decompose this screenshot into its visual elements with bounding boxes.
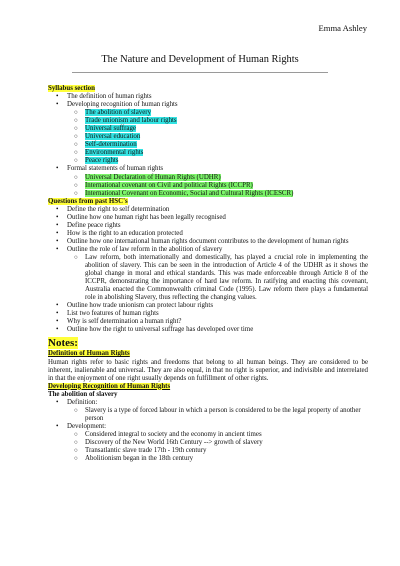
bullet-icon: • <box>56 204 59 213</box>
list-item <box>48 246 368 254</box>
list-item-text: International covenant on Civil and political Rights (ICCPR) <box>85 181 253 189</box>
bullet-icon: • <box>56 301 59 310</box>
list-item-text: Developing recognition of human rights <box>67 101 178 109</box>
bullet-icon: • <box>56 397 59 406</box>
list-item <box>48 399 368 407</box>
list-item <box>48 101 368 109</box>
bullet-icon: • <box>56 309 59 318</box>
circle-bullet-icon: ○ <box>74 109 78 117</box>
list-item-text: The abolition of slavery <box>85 109 152 117</box>
circle-bullet-icon: ○ <box>74 455 78 463</box>
list-item <box>48 447 368 455</box>
list-item <box>48 165 368 173</box>
circle-bullet-icon: ○ <box>74 253 78 261</box>
bullet-icon: • <box>56 421 59 430</box>
syllabus-heading-row <box>48 85 368 93</box>
circle-bullet-icon: ○ <box>74 141 78 149</box>
list-item <box>48 423 368 431</box>
list-item <box>48 238 368 246</box>
list-item-text: Outline how one international human rights document contributes to the development of human rights <box>67 237 349 245</box>
list-item-text: Discovery of the New World 16th Century --> growth of slavery <box>85 438 263 446</box>
notes-heading-row <box>48 337 368 350</box>
list-item-text: International Covenant on Economic, Social and Cultural Rights (ICESCR) <box>85 189 294 197</box>
circle-bullet-icon: ○ <box>74 173 78 181</box>
list-item <box>48 318 368 326</box>
bullet-icon: • <box>56 317 59 326</box>
list-item-text: Peace rights <box>85 157 119 165</box>
list-item <box>48 125 368 133</box>
list-item <box>48 182 368 190</box>
slavery-list <box>48 399 368 463</box>
list-item-text: Outline how one human right has been legally recognised <box>67 213 226 221</box>
list-item <box>48 302 368 310</box>
list-item <box>48 310 368 318</box>
definition-heading: Definition of Human Rights <box>48 350 130 358</box>
circle-bullet-icon: ○ <box>74 430 78 438</box>
circle-bullet-icon: ○ <box>74 117 78 125</box>
circle-bullet-icon: ○ <box>74 149 78 157</box>
list-item <box>48 431 368 439</box>
circle-bullet-icon: ○ <box>74 406 78 414</box>
list-item <box>48 157 368 165</box>
list-item <box>48 407 368 423</box>
definition-heading-row <box>48 350 368 358</box>
title-divider <box>72 72 328 73</box>
list-item-text: Transatlantic slave trade 17th - 19th century <box>85 447 207 455</box>
list-item-text: Universal Declaration of Human Rights (UDHR) <box>85 173 221 181</box>
bullet-icon: • <box>56 212 59 221</box>
circle-bullet-icon: ○ <box>74 181 78 189</box>
list-item-text: Considered integral to society and the economy in ancient times <box>85 430 262 438</box>
hsc-questions-heading: Questions from past HSC's <box>48 197 128 205</box>
list-item-text: Slavery is a type of forced labour in which a person is considered to be the legal property of another person <box>85 406 361 422</box>
bullet-icon: • <box>56 100 59 109</box>
bullet-icon: • <box>56 228 59 237</box>
document-body <box>48 85 368 463</box>
list-item-text: Abolitionism began in the 18th century <box>85 455 194 463</box>
list-item <box>48 190 368 198</box>
bullet-icon: • <box>56 236 59 245</box>
list-item-text: Law reform, both internationally and domestically, has played a crucial role in implementing the abolition of slavery. This can be seen in the introduction of Article 4 of the UDHR as it shows the global change in moral and ethical standards. This was made enforceable through Article 8 of the ICCPR, demonstrating the importance of hard law reform. In ratifying and enacting this covenant, Australia enacted the Commonwealth criminal Code (1995). Law reform there plays a fundamental role in abolishing Slavery, thus reflecting the changing values. <box>85 253 368 302</box>
list-item-text: Outline the role of law reform in the abolition of slavery <box>67 245 223 253</box>
list-item-text: Universal education <box>85 133 141 141</box>
document-title: The Nature and Development of Human Rights <box>101 54 299 65</box>
bullet-icon: • <box>56 220 59 229</box>
developing-heading: Developing Recognition of Human Rights <box>48 382 171 390</box>
bullet-icon: • <box>56 325 59 334</box>
list-item <box>48 222 368 230</box>
circle-bullet-icon: ○ <box>74 125 78 133</box>
list-item-text: Environmental rights <box>85 149 144 157</box>
list-item-text: The definition of human rights <box>67 93 152 101</box>
list-item <box>48 117 368 125</box>
bullet-icon: • <box>56 92 59 101</box>
slavery-heading: The abolition of slavery <box>48 390 118 398</box>
developing-heading-row <box>48 383 368 391</box>
list-item <box>48 326 368 334</box>
author-name: Emma Ashley <box>318 23 367 33</box>
bullet-icon: • <box>56 244 59 253</box>
circle-bullet-icon: ○ <box>74 189 78 197</box>
syllabus-list <box>48 93 368 198</box>
list-item-text: Trade unionism and labour rights <box>85 117 177 125</box>
list-item <box>48 254 368 302</box>
list-item <box>48 455 368 463</box>
list-item <box>48 149 368 157</box>
circle-bullet-icon: ○ <box>74 447 78 455</box>
list-item <box>48 230 368 238</box>
list-item-text: Formal statements of human rights <box>67 165 164 173</box>
list-item-text: Development: <box>67 422 107 430</box>
definition-paragraph: Human rights refer to basic rights and freedoms that belong to all human beings. They are considered to be inherent, inalienable and universal. They are also equal, in that no right is superior, and indivisible and interrelated in that the enjoyment of one right usually depends on fulfillment of other rights. <box>48 358 368 382</box>
list-item-text: Outline how trade unionism can protect labour rights <box>67 302 214 310</box>
list-item <box>48 133 368 141</box>
bullet-icon: • <box>56 164 59 173</box>
circle-bullet-icon: ○ <box>74 157 78 165</box>
list-item-text: List two features of human rights <box>67 310 159 318</box>
list-item <box>48 439 368 447</box>
hsc-heading-row <box>48 198 368 206</box>
list-item-text: Self-determination <box>85 141 137 149</box>
circle-bullet-icon: ○ <box>74 438 78 446</box>
list-item-text: How is the right to an education protected <box>67 229 183 237</box>
list-item <box>48 109 368 117</box>
hsc-questions-list <box>48 206 368 335</box>
list-item-text: Universal suffrage <box>85 125 136 133</box>
list-item-text: Define peace rights <box>67 221 121 229</box>
notes-heading: Notes: <box>48 337 78 350</box>
list-item-text: Outline how the right to universal suffrage has developed over time <box>67 326 254 334</box>
list-item <box>48 93 368 101</box>
list-item <box>48 214 368 222</box>
list-item-text: Why is self determination a human right? <box>67 318 182 326</box>
syllabus-heading: Syllabus section <box>48 85 95 92</box>
list-item <box>48 141 368 149</box>
list-item <box>48 174 368 182</box>
circle-bullet-icon: ○ <box>74 133 78 141</box>
list-item-text: Define the right to self determination <box>67 205 170 213</box>
list-item-text: Definition: <box>67 398 98 406</box>
list-item <box>48 206 368 214</box>
